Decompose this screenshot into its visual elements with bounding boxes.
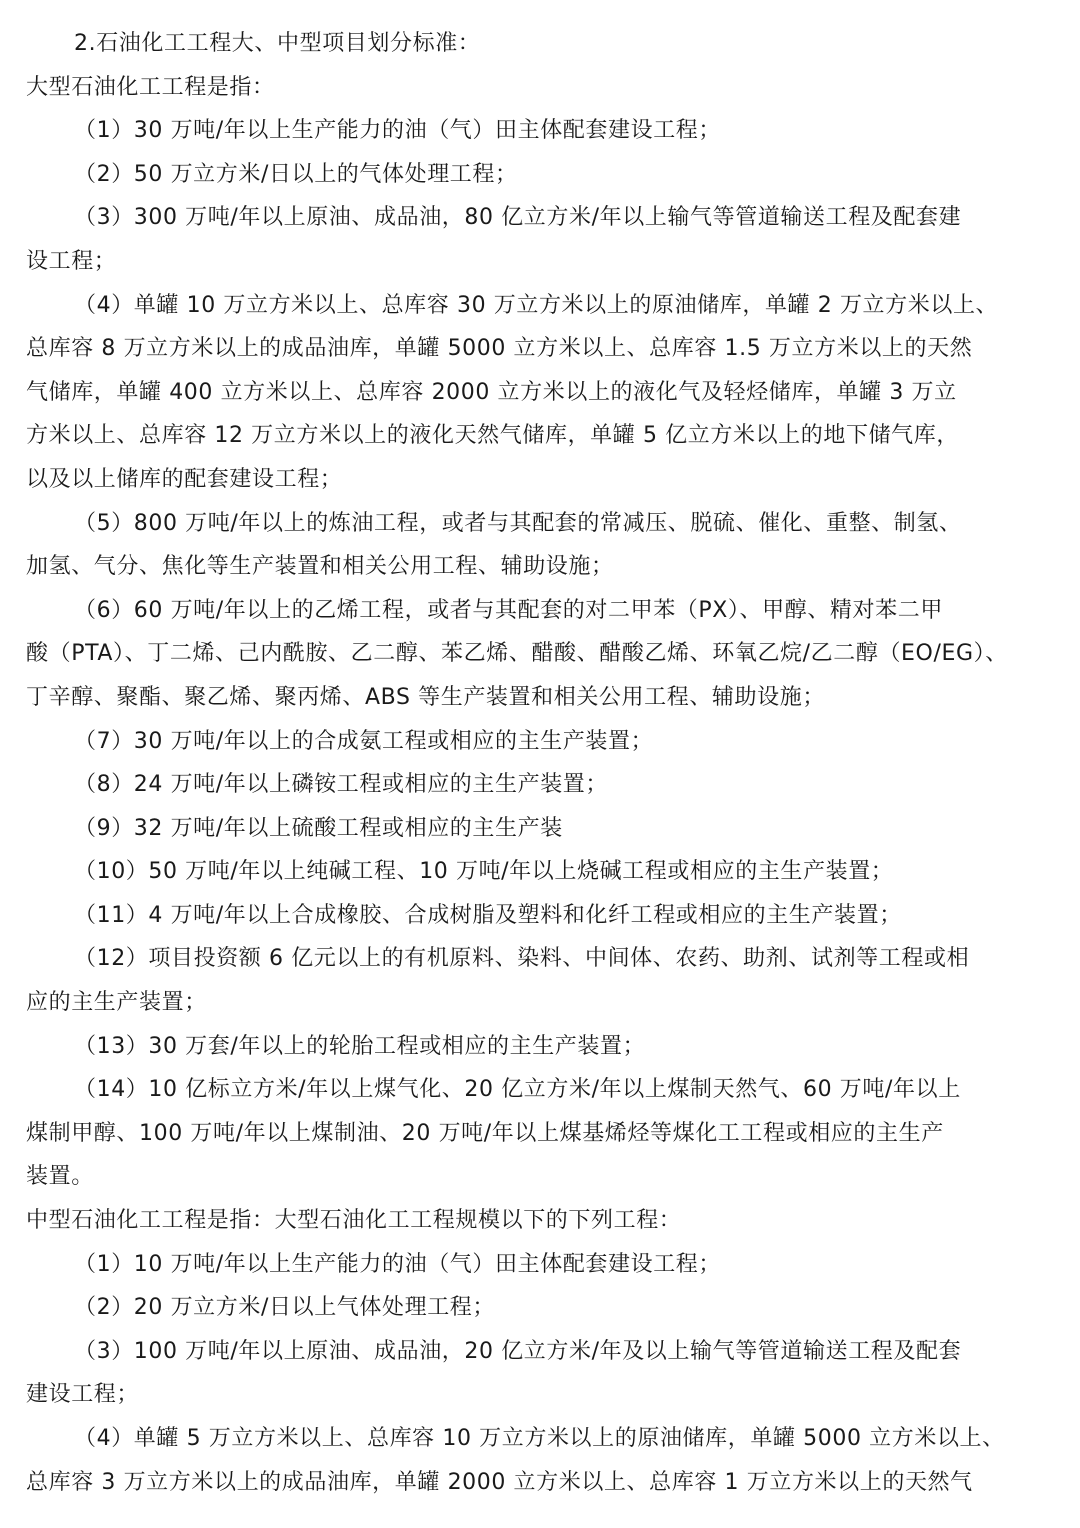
text-line: （4）单罐 10 万立方米以上、总库容 30 万立方米以上的原油储库，单罐 2 万立方米以上、 (74, 292, 999, 318)
text-line: 煤制甲醇、100 万吨/年以上煤制油、20 万吨/年以上煤基烯烃等煤化工工程或相应的主生产 (26, 1120, 944, 1146)
text-line: 方米以上、总库容 12 万立方米以上的液化天然气储库，单罐 5 亿立方米以上的地下储气库， (26, 423, 959, 449)
text-line: （12）项目投资额 6 亿元以上的有机原料、染料、中间体、农药、助剂、试剂等工程或相 (74, 946, 970, 972)
text-line: （1）30 万吨/年以上生产能力的油（气）田主体配套建设工程； (74, 118, 721, 144)
document-body (26, 22, 1060, 1504)
text-line: （1）10 万吨/年以上生产能力的油（气）田主体配套建设工程； (74, 1251, 721, 1277)
text-line: 以及以上储库的配套建设工程； (26, 466, 343, 492)
text-line: 2.石油化工工程大、中型项目划分标准： (74, 31, 481, 56)
text-line: （10）50 万吨/年以上纯碱工程、10 万吨/年以上烧碱工程或相应的主生产装置； (74, 859, 894, 885)
text-line: 设工程； (26, 248, 117, 274)
text-line: （7）30 万吨/年以上的合成氨工程或相应的主生产装置； (74, 728, 654, 754)
text-line: （13）30 万套/年以上的轮胎工程或相应的主生产装置； (74, 1033, 646, 1059)
text-line: 总库容 3 万立方米以上的成品油库，单罐 2000 立方米以上、总库容 1 万立方米以上的天然气 (26, 1469, 973, 1495)
text-line: 建设工程； (26, 1382, 140, 1408)
text-line: 大型石油化工工程是指： (26, 74, 275, 100)
text-line: 加氢、气分、焦化等生产装置和相关公用工程、辅助设施； (26, 554, 614, 580)
text-line: （14）10 亿标立方米/年以上煤气化、20 亿立方米/年以上煤制天然气、60 万吨/年以上 (74, 1077, 961, 1103)
text-line: （8）24 万吨/年以上磷铵工程或相应的主生产装置； (74, 772, 608, 798)
text-line: 装置。 (26, 1164, 94, 1190)
text-line: （3）100 万吨/年以上原油、成品油，20 亿立方米/年及以上输气等管道输送工程及配套 (74, 1338, 962, 1364)
text-line: （9）32 万吨/年以上硫酸工程或相应的主生产装 (74, 815, 563, 841)
text-line: （3）300 万吨/年以上原油、成品油，80 亿立方米/年以上输气等管道输送工程及配套建 (74, 205, 962, 231)
text-line: （2）50 万立方米/日以上的气体处理工程； (74, 161, 518, 187)
text-line: （5）800 万吨/年以上的炼油工程，或者与其配套的常减压、脱硫、催化、重整、制氢、 (74, 510, 962, 536)
text-line: 中型石油化工工程是指：大型石油化工工程规模以下的下列工程： (26, 1208, 682, 1234)
text-line: （4）单罐 5 万立方米以上、总库容 10 万立方米以上的原油储库，单罐 5000 立方米以上、 (74, 1426, 1005, 1451)
text-line: （2）20 万立方米/日以上气体处理工程； (74, 1295, 495, 1321)
text-line: 酸（PTA）、丁二烯、己内酰胺、乙二醇、苯乙烯、醋酸、醋酸乙烯、环氧乙烷/乙二醇（EO/EG）、 (26, 641, 1008, 667)
text-line: 丁辛醇、聚酯、聚乙烯、聚丙烯、ABS 等生产装置和相关公用工程、辅助设施； (26, 684, 825, 710)
text-line: 总库容 8 万立方米以上的成品油库，单罐 5000 立方米以上、总库容 1.5 万立方米以上的天然 (26, 336, 973, 362)
text-line: （6）60 万吨/年以上的乙烯工程，或者与其配套的对二甲苯（PX）、甲醇、精对苯二甲 (74, 597, 943, 623)
text-line: 气储库，单罐 400 立方米以上、总库容 2000 立方米以上的液化气及轻烃储库，单罐 3 万立 (26, 379, 957, 405)
text-line: （11）4 万吨/年以上合成橡胶、合成树脂及塑料和化纤工程或相应的主生产装置； (74, 902, 902, 928)
text-line: 应的主生产装置； (26, 990, 207, 1016)
